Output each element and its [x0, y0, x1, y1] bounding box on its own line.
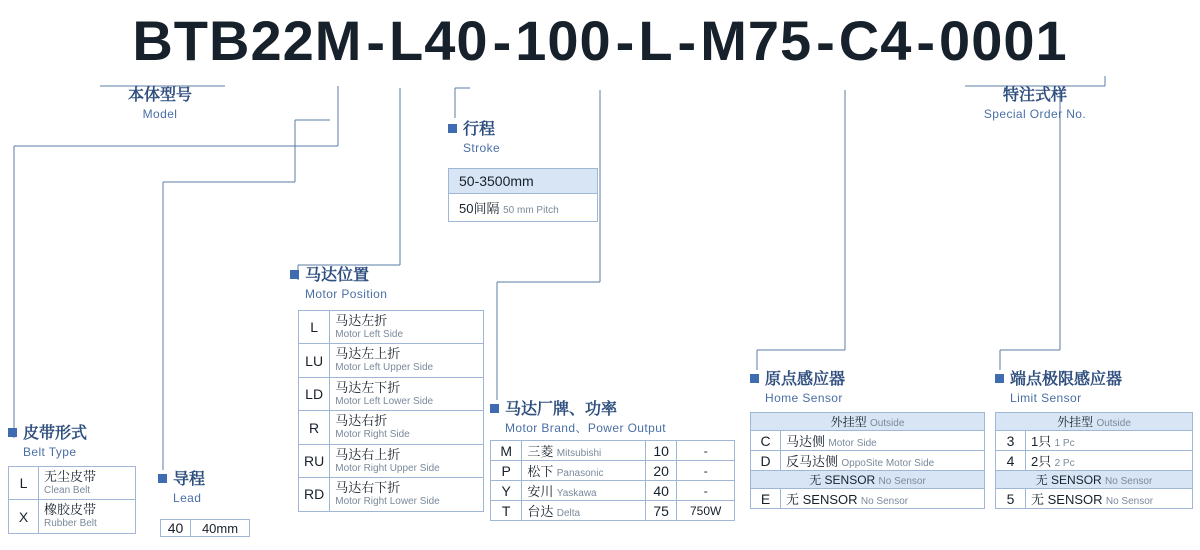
limit-val-2 — [1026, 489, 1193, 509]
table-row — [751, 489, 985, 509]
belt-key-0: L — [9, 467, 39, 500]
heading-motorpos-en: Motor Position — [305, 287, 388, 301]
lead-key-0: 40 — [161, 520, 191, 537]
table-row — [491, 501, 735, 521]
home-key-2: E — [751, 489, 781, 509]
motorpower-val-2: - — [677, 481, 735, 501]
table-row — [996, 451, 1193, 471]
part-segment-motorbrand: M75 — [700, 9, 813, 72]
home-band-nosensor — [751, 471, 985, 489]
heading-model — [90, 86, 230, 122]
motorpos-key-2: LD — [299, 377, 330, 410]
limit-key-0: 3 — [996, 431, 1026, 451]
stroke-range: 50-3500mm — [448, 168, 598, 194]
table-row — [161, 520, 250, 537]
motorpos-val-1-cn: 马达左上折 — [335, 346, 401, 362]
limit-key-2: 5 — [996, 489, 1026, 509]
home-val-0-en: Motor Side — [828, 438, 877, 449]
heading-special-en: Special Order No. — [983, 107, 1087, 121]
belt-val-0-en: Clean Belt — [44, 484, 91, 496]
motorpower-code-2: 40 — [645, 481, 676, 501]
belt-val-1 — [39, 500, 136, 533]
heading-limit-sensor — [995, 370, 1122, 406]
belt-val-0-cn: 无尘皮带 — [44, 469, 97, 484]
motorpos-val-5-en: Motor Right Lower Side — [335, 496, 440, 508]
motorbrand-name-2-cn: 安川 — [527, 484, 554, 499]
motorpower-val-1: - — [677, 461, 735, 481]
motorpos-val-0-cn: 马达左折 — [335, 313, 388, 328]
table-row — [299, 411, 484, 444]
motorpower-val-3: 750W — [677, 501, 735, 521]
heading-motorbp-en: Motor Brand、Power Output — [505, 421, 667, 435]
table-row — [299, 377, 484, 410]
motorbrand-name-2 — [522, 481, 646, 501]
motorbrand-name-3-cn: 台达 — [527, 504, 554, 519]
part-segment-home: C — [838, 9, 881, 72]
part-dash-5: - — [816, 9, 835, 73]
motorpos-val-5-cn: 马达右下折 — [335, 480, 401, 496]
belt-key-1: X — [9, 500, 39, 533]
limit-band-nosensor-en: No Sensor — [1105, 476, 1153, 487]
heading-model-cn: 本体型号 — [127, 87, 192, 104]
heading-belt-cn-text: 皮带形式 — [23, 425, 88, 442]
bullet-square-icon — [8, 428, 17, 437]
motorpos-key-5: RD — [299, 478, 330, 511]
motor-brand-power-table — [490, 440, 735, 521]
motorbrand-name-1-cn: 松下 — [527, 464, 554, 479]
motorpower-val-0: - — [677, 441, 735, 461]
home-val-2-cn: 无 SENSOR — [786, 492, 858, 507]
part-number-string — [0, 6, 1200, 76]
bullet-square-icon — [995, 374, 1004, 383]
heading-lead — [158, 470, 205, 506]
belt-val-1-en: Rubber Belt — [44, 518, 97, 530]
heading-limit-en: Limit Sensor — [1010, 391, 1082, 405]
motorpower-code-1: 20 — [645, 461, 676, 481]
limit-val-1-cn: 2只 — [1031, 454, 1052, 469]
part-segment-belt: L — [389, 9, 425, 72]
part-segment-special: 0001 — [939, 9, 1068, 72]
motorpos-val-2-cn: 马达左下折 — [335, 379, 401, 395]
home-key-0: C — [751, 431, 781, 451]
heading-motorbp-cn — [490, 400, 666, 420]
motorbrand-key-2: Y — [491, 481, 522, 501]
home-val-2 — [781, 489, 985, 509]
home-key-1: D — [751, 451, 781, 471]
table-row — [996, 413, 1193, 431]
part-segment-lead: 40 — [424, 9, 489, 72]
heading-motorbp-cn-text: 马达厂牌、功率 — [505, 401, 618, 418]
heading-motor-brand-power — [490, 400, 666, 436]
limit-band-nosensor — [996, 471, 1193, 489]
table-row — [751, 451, 985, 471]
motorpos-key-0: L — [299, 311, 330, 344]
motorpos-val-0-en: Motor Left Side — [335, 328, 404, 340]
table-row — [491, 461, 735, 481]
belt-type-table — [8, 466, 136, 534]
motorpos-val-4-en: Motor Right Upper Side — [335, 462, 440, 474]
home-val-1 — [781, 451, 985, 471]
table-row — [491, 441, 735, 461]
heading-belt-en: Belt Type — [23, 445, 77, 459]
limit-sensor-table — [995, 412, 1193, 509]
motorpower-code-3: 75 — [645, 501, 676, 521]
table-row — [299, 478, 484, 511]
stroke-value-box — [448, 168, 598, 222]
motorpos-val-2 — [330, 377, 484, 410]
limit-val-1 — [1026, 451, 1193, 471]
motorpos-val-1-en: Motor Left Upper Side — [335, 362, 434, 374]
motorpos-val-3 — [330, 411, 484, 444]
home-band-outside — [751, 413, 985, 431]
table-row — [751, 413, 985, 431]
table-row — [491, 481, 735, 501]
heading-stroke-cn — [448, 120, 500, 140]
home-band-nosensor-en: No Sensor — [878, 476, 926, 487]
limit-val-1-en: 2 Pc — [1054, 458, 1075, 469]
bullet-square-icon — [490, 404, 499, 413]
heading-model-en: Model — [142, 107, 178, 121]
motorpos-val-4 — [330, 444, 484, 477]
bullet-square-icon — [158, 474, 167, 483]
table-row — [9, 467, 136, 500]
belt-val-0 — [39, 467, 136, 500]
motorbrand-name-3-en: Delta — [556, 508, 581, 519]
heading-stroke-en: Stroke — [463, 141, 501, 155]
bullet-square-icon — [750, 374, 759, 383]
part-dash-1: - — [366, 9, 386, 73]
part-segment-body: BTB22M — [132, 9, 363, 72]
table-row — [751, 471, 985, 489]
limit-band-outside-cn: 外挂型 — [1057, 415, 1094, 429]
table-row — [299, 444, 484, 477]
heading-motor-position — [290, 266, 387, 302]
home-val-2-en: No Sensor — [860, 496, 909, 507]
bullet-square-icon — [448, 124, 457, 133]
home-val-1-en: OppoSite Motor Side — [841, 458, 935, 469]
heading-stroke — [448, 120, 500, 156]
limit-band-outside — [996, 413, 1193, 431]
motorbrand-key-3: T — [491, 501, 522, 521]
home-sensor-table — [750, 412, 985, 509]
motorpos-val-2-en: Motor Left Lower Side — [335, 395, 434, 407]
motorpos-key-4: RU — [299, 444, 330, 477]
table-row — [996, 489, 1193, 509]
heading-belt-cn — [8, 424, 87, 444]
heading-lead-cn — [158, 470, 205, 490]
heading-home-sensor — [750, 370, 845, 406]
home-band-outside-cn: 外挂型 — [830, 415, 867, 429]
table-row — [996, 471, 1193, 489]
stroke-pitch-en: 50 mm Pitch — [503, 205, 559, 216]
limit-val-2-en: No Sensor — [1105, 496, 1154, 507]
home-val-0 — [781, 431, 985, 451]
home-val-1-cn: 反马达侧 — [786, 454, 839, 469]
heading-home-en: Home Sensor — [765, 391, 843, 405]
table-row — [299, 311, 484, 344]
part-dash-2: - — [492, 9, 512, 73]
stroke-pitch — [448, 194, 598, 222]
motorbrand-name-0-cn: 三菱 — [527, 444, 554, 459]
heading-lead-en: Lead — [173, 491, 202, 505]
motorpos-key-1: LU — [299, 344, 330, 377]
bullet-square-icon — [290, 270, 299, 279]
limit-key-1: 4 — [996, 451, 1026, 471]
motorpos-key-3: R — [299, 411, 330, 444]
heading-special-cn: 特注式样 — [1002, 87, 1067, 104]
motorpos-val-5 — [330, 478, 484, 511]
home-val-0-cn: 马达侧 — [786, 434, 826, 449]
part-dash-6: - — [916, 9, 936, 73]
motorpower-code-0: 10 — [645, 441, 676, 461]
limit-val-0 — [1026, 431, 1193, 451]
limit-val-0-cn: 1只 — [1031, 434, 1052, 449]
heading-home-cn — [750, 370, 845, 390]
motorbrand-key-0: M — [491, 441, 522, 461]
heading-belt-type — [8, 424, 87, 460]
motorbrand-key-1: P — [491, 461, 522, 481]
table-row — [9, 500, 136, 533]
stroke-pitch-cn: 50间隔 — [459, 201, 500, 216]
motorbrand-name-1 — [522, 461, 646, 481]
motorpos-val-1 — [330, 344, 484, 377]
heading-limit-cn — [995, 370, 1122, 390]
heading-home-cn-text: 原点感应器 — [765, 371, 846, 388]
heading-motorpos-cn — [290, 266, 387, 286]
motorbrand-name-0 — [522, 441, 646, 461]
motorpos-val-0 — [330, 311, 484, 344]
part-segment-stroke: 100 — [515, 9, 612, 72]
part-dash-3: - — [615, 9, 635, 73]
heading-stroke-cn-text: 行程 — [463, 121, 496, 138]
heading-motorpos-cn-text: 马达位置 — [305, 267, 370, 284]
heading-limit-cn-text: 端点极限感应器 — [1010, 371, 1123, 388]
limit-val-2-cn: 无 SENSOR — [1031, 492, 1103, 507]
motorbrand-name-3 — [522, 501, 646, 521]
limit-val-0-en: 1 Pc — [1054, 438, 1075, 449]
table-row — [299, 344, 484, 377]
heading-lead-cn-text: 导程 — [173, 471, 206, 488]
home-band-nosensor-cn: 无 SENSOR — [809, 473, 876, 487]
heading-special-order — [940, 86, 1130, 122]
lead-val-0: 40mm — [191, 520, 250, 537]
table-row — [751, 431, 985, 451]
part-dash-4: - — [677, 9, 697, 73]
motorbrand-name-2-en: Yaskawa — [556, 488, 597, 499]
motorbrand-name-1-en: Panasonic — [556, 468, 604, 479]
limit-band-outside-en: Outside — [1096, 418, 1131, 429]
motor-position-table — [298, 310, 484, 512]
part-segment-motorpos: L — [638, 9, 674, 72]
motorpos-val-3-cn: 马达右折 — [335, 413, 388, 429]
lead-table — [160, 519, 250, 537]
limit-band-nosensor-cn: 无 SENSOR — [1035, 473, 1102, 487]
belt-val-1-cn: 橡胶皮带 — [44, 502, 97, 518]
motorpos-val-4-cn: 马达右上折 — [335, 446, 401, 462]
motorpos-val-3-en: Motor Right Side — [335, 429, 410, 441]
part-segment-limit: 4 — [880, 9, 913, 72]
motorbrand-name-0-en: Mitsubishi — [556, 448, 602, 459]
home-band-outside-en: Outside — [869, 418, 905, 429]
table-row — [996, 431, 1193, 451]
